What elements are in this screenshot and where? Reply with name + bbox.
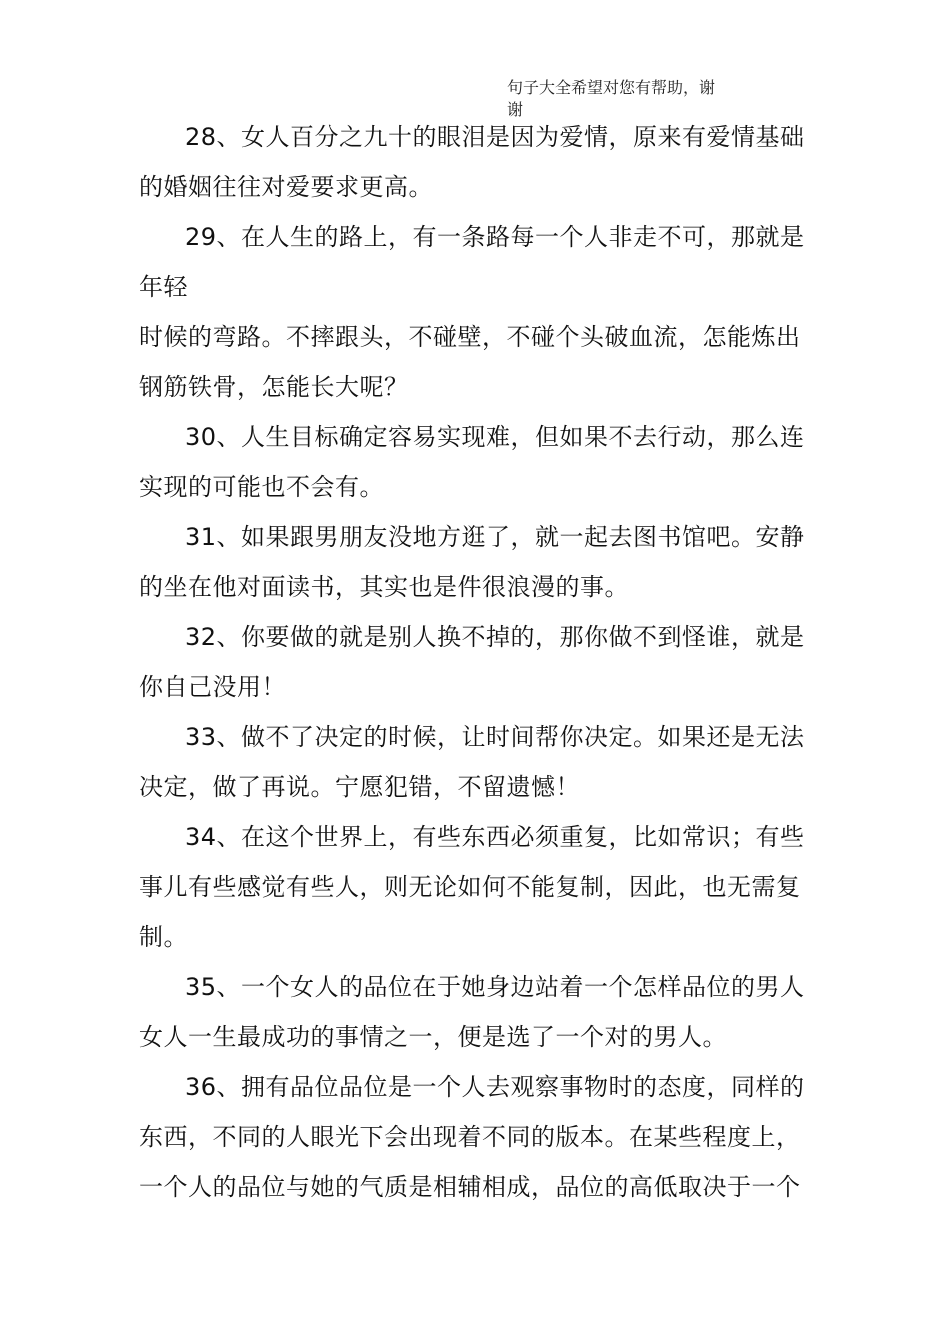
paragraph-line: 33、做不了决定的时候，让时间帮你决定。如果还是无法 — [185, 723, 805, 751]
paragraph-line: 34、在这个世界上，有些东西必须重复，比如常识；有些 — [185, 823, 805, 851]
paragraph-35 — [139, 962, 821, 1062]
header-note-line: 句子大全希望对您有帮助，谢 — [507, 78, 716, 97]
paragraph-line: 决定，做了再说。宁愿犯错，不留遗憾！ — [139, 773, 580, 801]
paragraph-line: 女人一生最成功的事情之一，便是选了一个对的男人。 — [139, 1023, 727, 1051]
paragraph-line: 你自己没用！ — [139, 673, 286, 701]
paragraph-line: 的坐在他对面读书，其实也是件很浪漫的事。 — [139, 573, 629, 601]
paragraph-line: 制。 — [139, 923, 188, 951]
paragraph-line: 28、女人百分之九十的眼泪是因为爱情，原来有爱情基础 — [185, 123, 805, 151]
paragraph-28 — [139, 112, 821, 212]
paragraph-36 — [139, 1062, 821, 1212]
paragraph-line: 钢筋铁骨，怎能长大呢？ — [139, 373, 409, 401]
document-body — [139, 112, 821, 1212]
paragraph-line: 实现的可能也不会有。 — [139, 473, 384, 501]
paragraph-line: 时候的弯路。不摔跟头，不碰壁，不碰个头破血流，怎能炼出 — [139, 323, 801, 351]
paragraph-line: 31、如果跟男朋友没地方逛了，就一起去图书馆吧。安静 — [185, 523, 805, 551]
paragraph-33 — [139, 712, 821, 812]
paragraph-29 — [139, 212, 821, 412]
header-note-line: 谢 — [507, 100, 524, 119]
paragraph-line: 29、在人生的路上，有一条路每一个人非走不可，那就是 — [185, 223, 805, 251]
paragraph-line: 东西，不同的人眼光下会出现着不同的版本。在某些程度上， — [139, 1123, 801, 1151]
paragraph-32 — [139, 612, 821, 712]
paragraph-line: 事儿有些感觉有些人，则无论如何不能复制，因此，也无需复 — [139, 873, 801, 901]
paragraph-31 — [139, 512, 821, 612]
paragraph-line: 的婚姻往往对爱要求更高。 — [139, 173, 433, 201]
paragraph-line: 年轻 — [139, 273, 188, 301]
paragraph-line: 32、你要做的就是别人换不掉的，那你做不到怪谁，就是 — [185, 623, 805, 651]
paragraph-30 — [139, 412, 821, 512]
paragraph-34 — [139, 812, 821, 962]
paragraph-line: 一个人的品位与她的气质是相辅相成，品位的高低取决于一个 — [139, 1173, 801, 1201]
paragraph-line: 35、一个女人的品位在于她身边站着一个怎样品位的男人 — [185, 973, 805, 1001]
paragraph-line: 30、人生目标确定容易实现难，但如果不去行动，那么连 — [185, 423, 805, 451]
paragraph-line: 36、拥有品位品位是一个人去观察事物时的态度，同样的 — [185, 1073, 805, 1101]
